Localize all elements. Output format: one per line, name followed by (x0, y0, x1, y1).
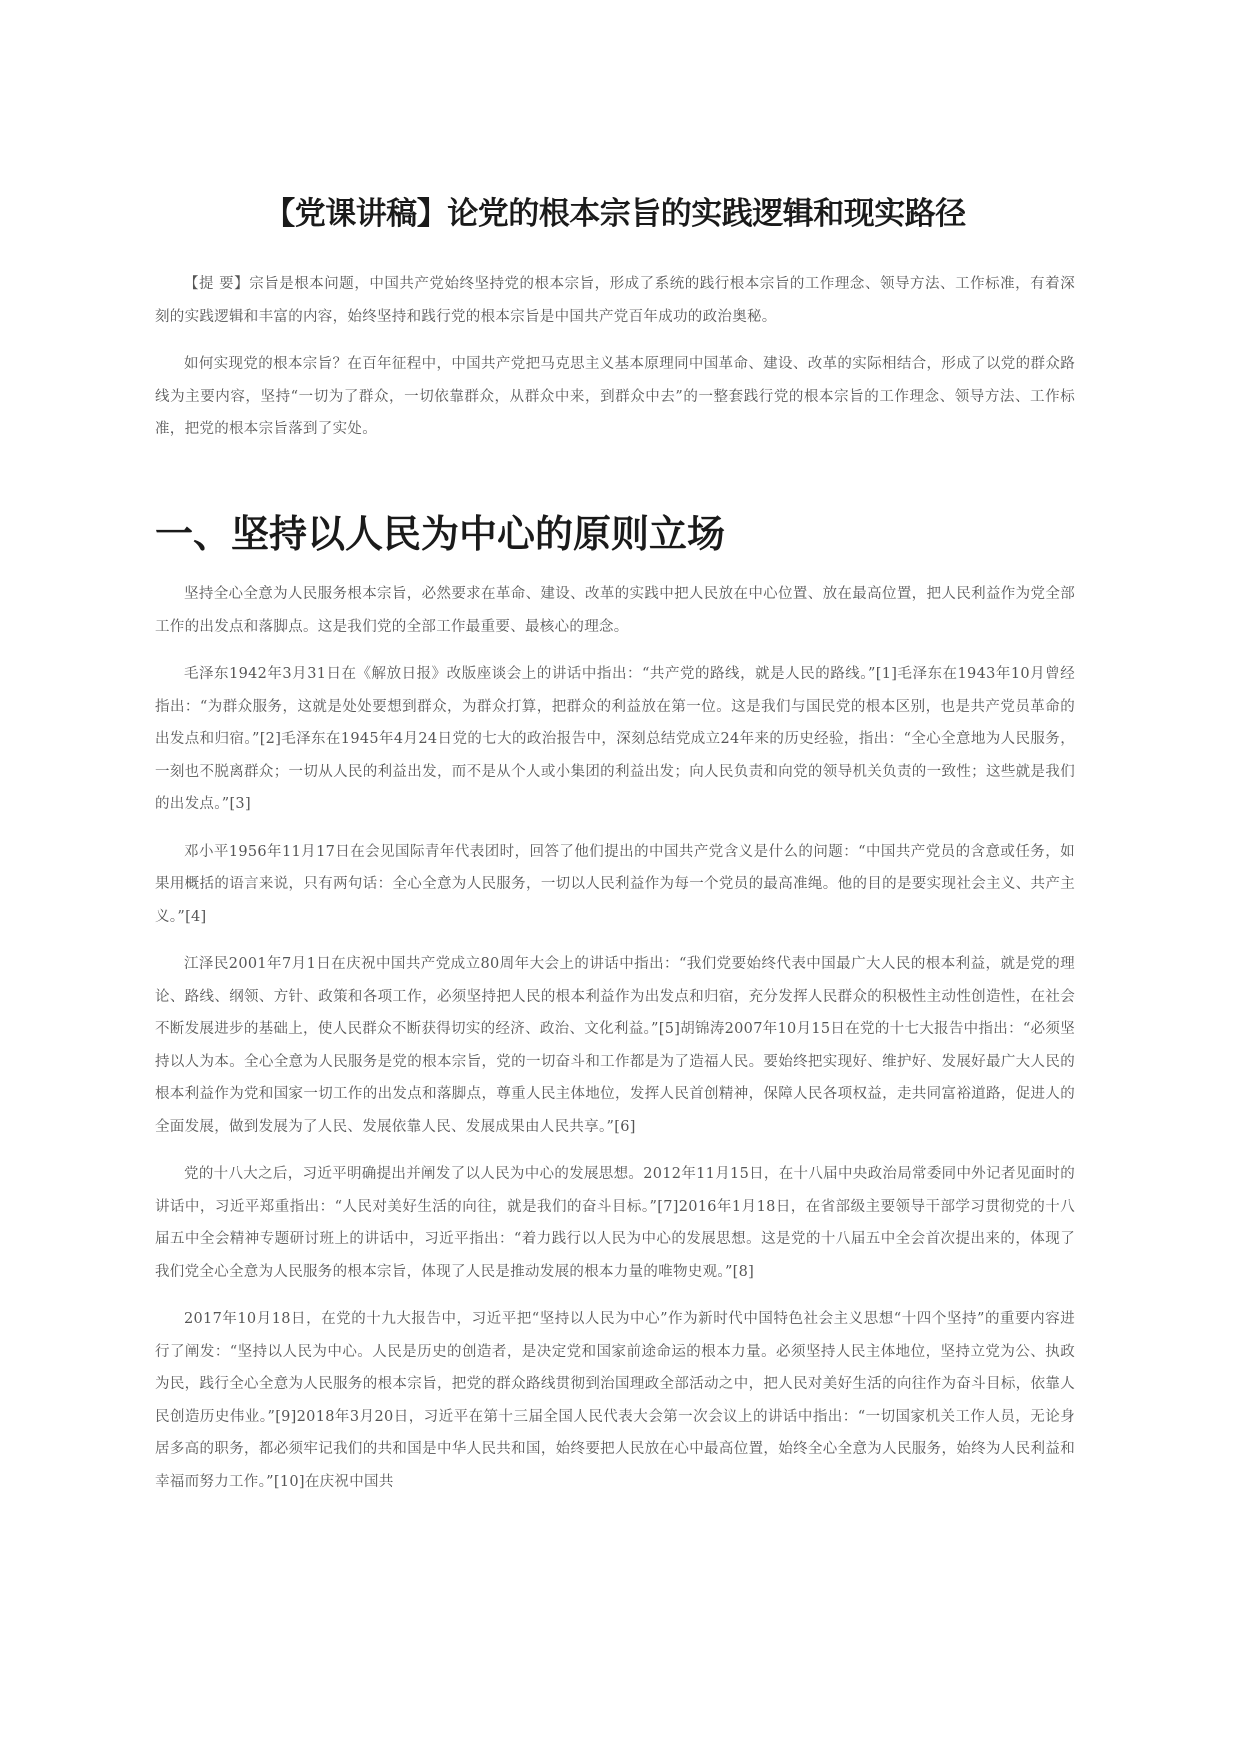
body-paragraph: 邓小平1956年11月17日在会见国际青年代表团时，回答了他们提出的中国共产党含义是什么的问题：“中国共产党员的含意或任务，如果用概括的语言来说，只有两句话：全心全意为人民服务，一切以人民利益作为每一个党员的最高准绳。他的目的是要实现社会主义、共产主义。”[4] (155, 843, 1075, 925)
intro-section (155, 268, 1075, 461)
intro-paragraph: 如何实现党的根本宗旨？在百年征程中，中国共产党把马克思主义基本原理同中国革命、建设、改革的实际相结合，形成了以党的群众路线为主要内容，坚持“一切为了群众，一切依靠群众，从群众中来，到群众中去”的一整套践行党的根本宗旨的工作理念、领导方法、工作标准，把党的根本宗旨落到了实处。 (155, 356, 1075, 437)
section-body (155, 578, 1075, 1513)
abstract-paragraph: 【提 要】宗旨是根本问题，中国共产党始终坚持党的根本宗旨，形成了系统的践行根本宗旨的工作理念、领导方法、工作标准，有着深刻的实践逻辑和丰富的内容，始终坚持和践行党的根本宗旨是中国共产党百年成功的政治奥秘。 (155, 276, 1075, 325)
body-paragraph: 坚持全心全意为人民服务根本宗旨，必然要求在革命、建设、改革的实践中把人民放在中心位置、放在最高位置，把人民利益作为党全部工作的出发点和落脚点。这是我们党的全部工作最重要、最核心的理念。 (155, 586, 1075, 635)
body-paragraph: 江泽民2001年7月1日在庆祝中国共产党成立80周年大会上的讲话中指出：“我们党要始终代表中国最广大人民的根本利益，就是党的理论、路线、纲领、方针、政策和各项工作，必须坚持把人民的根本利益作为出发点和归宿，充分发挥人民群众的积极性主动性创造性，在社会不断发展进步的基础上，使人民群众不断获得切实的经济、政治、文化利益。”[5]胡锦涛2007年10月15日在党的十七大报告中指出：“必须坚持以人为本。全心全意为人民服务是党的根本宗旨，党的一切奋斗和工作都是为了造福人民。要始终把实现好、维护好、发展好最广大人民的根本利益作为党和国家一切工作的出发点和落脚点，尊重人民主体地位，发挥人民首创精神，保障人民各项权益，走共同富裕道路，促进人的全面发展，做到发展为了人民、发展依靠人民、发展成果由人民共享。”[6] (155, 956, 1075, 1135)
body-paragraph: 毛泽东1942年3月31日在《解放日报》改版座谈会上的讲话中指出：“共产党的路线，就是人民的路线。”[1]毛泽东在1943年10月曾经指出：“为群众服务，这就是处处要想到群众，为群众打算，把群众的利益放在第一位。这是我们与国民党的根本区别，也是共产党员革命的出发点和归宿。”[2]毛泽东在1945年4月24日党的七大的政治报告中，深刻总结党成立24年来的历史经验，指出：“全心全意地为人民服务，一刻也不脱离群众；一切从人民的利益出发，而不是从个人或小集团的利益出发；向人民负责和向党的领导机关负责的一致性；这些就是我们的出发点。”[3] (155, 666, 1075, 812)
document-page (155, 0, 1075, 1754)
body-paragraph: 党的十八大之后，习近平明确提出并阐发了以人民为中心的发展思想。2012年11月15日，在十八届中央政治局常委同中外记者见面时的讲话中，习近平郑重指出：“人民对美好生活的向往，就是我们的奋斗目标。”[7]2016年1月18日，在省部级主要领导干部学习贯彻党的十八届五中全会精神专题研讨班上的讲话中，习近平指出：“着力践行以人民为中心的发展思想。这是党的十八届五中全会首次提出来的，体现了我们党全心全意为人民服务的根本宗旨，体现了人民是推动发展的根本力量的唯物史观。”[8] (155, 1166, 1075, 1280)
section-heading: 一、坚持以人民为中心的原则立场 (155, 512, 726, 556)
document-title: 【党课讲稿】论党的根本宗旨的实践逻辑和现实路径 (264, 196, 966, 232)
body-paragraph: 2017年10月18日，在党的十九大报告中，习近平把“坚持以人民为中心”作为新时代中国特色社会主义思想“十四个坚持”的重要内容进行了阐发：“坚持以人民为中心。人民是历史的创造者，是决定党和国家前途命运的根本力量。必须坚持人民主体地位，坚持立党为公、执政为民，践行全心全意为人民服务的根本宗旨，把党的群众路线贯彻到治国理政全部活动之中，把人民对美好生活的向往作为奋斗目标，依靠人民创造历史伟业。”[9]2018年3月20日，习近平在第十三届全国人民代表大会第一次会议上的讲话中指出：“一切国家机关工作人员，无论身居多高的职务，都必须牢记我们的共和国是中华人民共和国，始终要把人民放在心中最高位置，始终全心全意为人民服务，始终为人民利益和幸福而努力工作。”[10]在庆祝中国共 (155, 1311, 1075, 1490)
